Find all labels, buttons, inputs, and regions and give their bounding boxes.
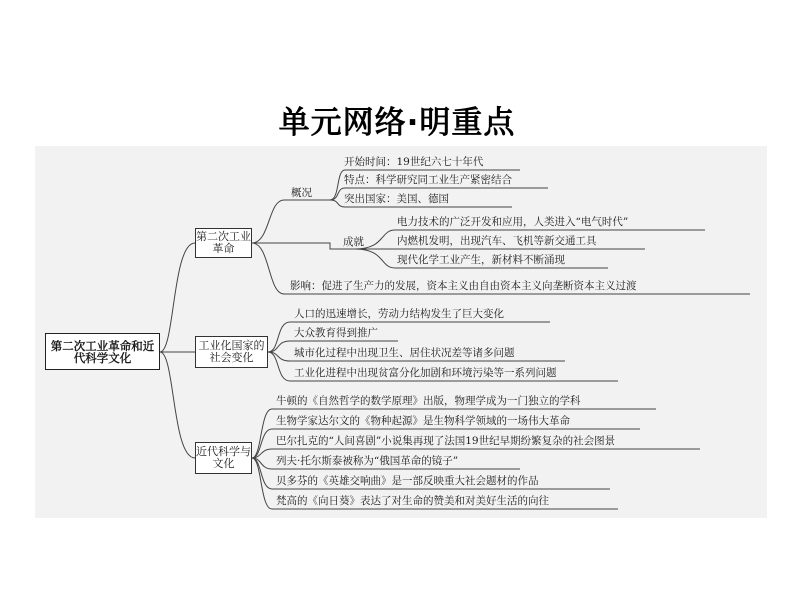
root-node: 第二次工业革命和近代科学文化	[45, 333, 160, 370]
social-item-2: 大众教育得到推广	[294, 327, 378, 339]
achievement-item-2: 内燃机发明，出现汽车、飞机等新交通工具	[397, 235, 597, 247]
branch-science-culture: 近代科学与文化	[195, 442, 252, 474]
science-item-2: 生物学家达尔文的《物种起源》是生物科学领域的一场伟大革命	[276, 415, 570, 427]
connector-b1-overview	[252, 200, 330, 243]
science-item-4: 列夫·托尔斯泰被称为“俄国革命的镜子”	[276, 455, 459, 467]
overview-item-1: 开始时间：19世纪六七十年代	[344, 156, 484, 168]
connector-b1-achievement	[252, 243, 355, 249]
achievement-item-1: 电力技术的广泛开发和应用，人类进入“电气时代”	[397, 216, 629, 228]
achievement-item-3: 现代化学工业产生，新材料不断涌现	[397, 254, 565, 266]
branch-social-change: 工业化国家的社会变化	[195, 336, 268, 368]
group-achievement-label: 成就	[343, 236, 364, 248]
science-item-3: 巴尔扎克的“人间喜剧”小说集再现了法国19世纪早期纷繁复杂的社会图景	[276, 435, 616, 447]
slide-title: 单元网络·明重点	[278, 105, 516, 141]
overview-item-3: 突出国家：美国、德国	[344, 193, 449, 205]
group-overview-label: 概况	[291, 187, 312, 199]
overview-item-2: 特点：科学研究同工业生产紧密结合	[344, 174, 512, 186]
science-item-1: 牛顿的《自然哲学的数学原理》出版，物理学成为一门独立的学科	[276, 395, 581, 407]
branch-industrial-revolution: 第二次工业革命	[195, 228, 252, 258]
connector-root-science	[160, 352, 195, 458]
social-item-1: 人口的迅速增长，劳动力结构发生了巨大变化	[294, 308, 504, 320]
science-item-5: 贝多芬的《英雄交响曲》是一部反映重大社会题材的作品	[276, 475, 539, 487]
science-item-6: 梵高的《向日葵》表达了对生命的赞美和对美好生活的向往	[276, 495, 549, 507]
impact-item: 影响：促进了生产力的发展，资本主义由自由资本主义向垄断资本主义过渡	[290, 280, 637, 292]
social-item-3: 城市化过程中出现卫生、居住状况差等诸多问题	[294, 347, 515, 359]
social-item-4: 工业化进程中出现贫富分化加剧和环境污染等一系列问题	[294, 367, 557, 379]
connector-root-industrial	[160, 243, 195, 352]
